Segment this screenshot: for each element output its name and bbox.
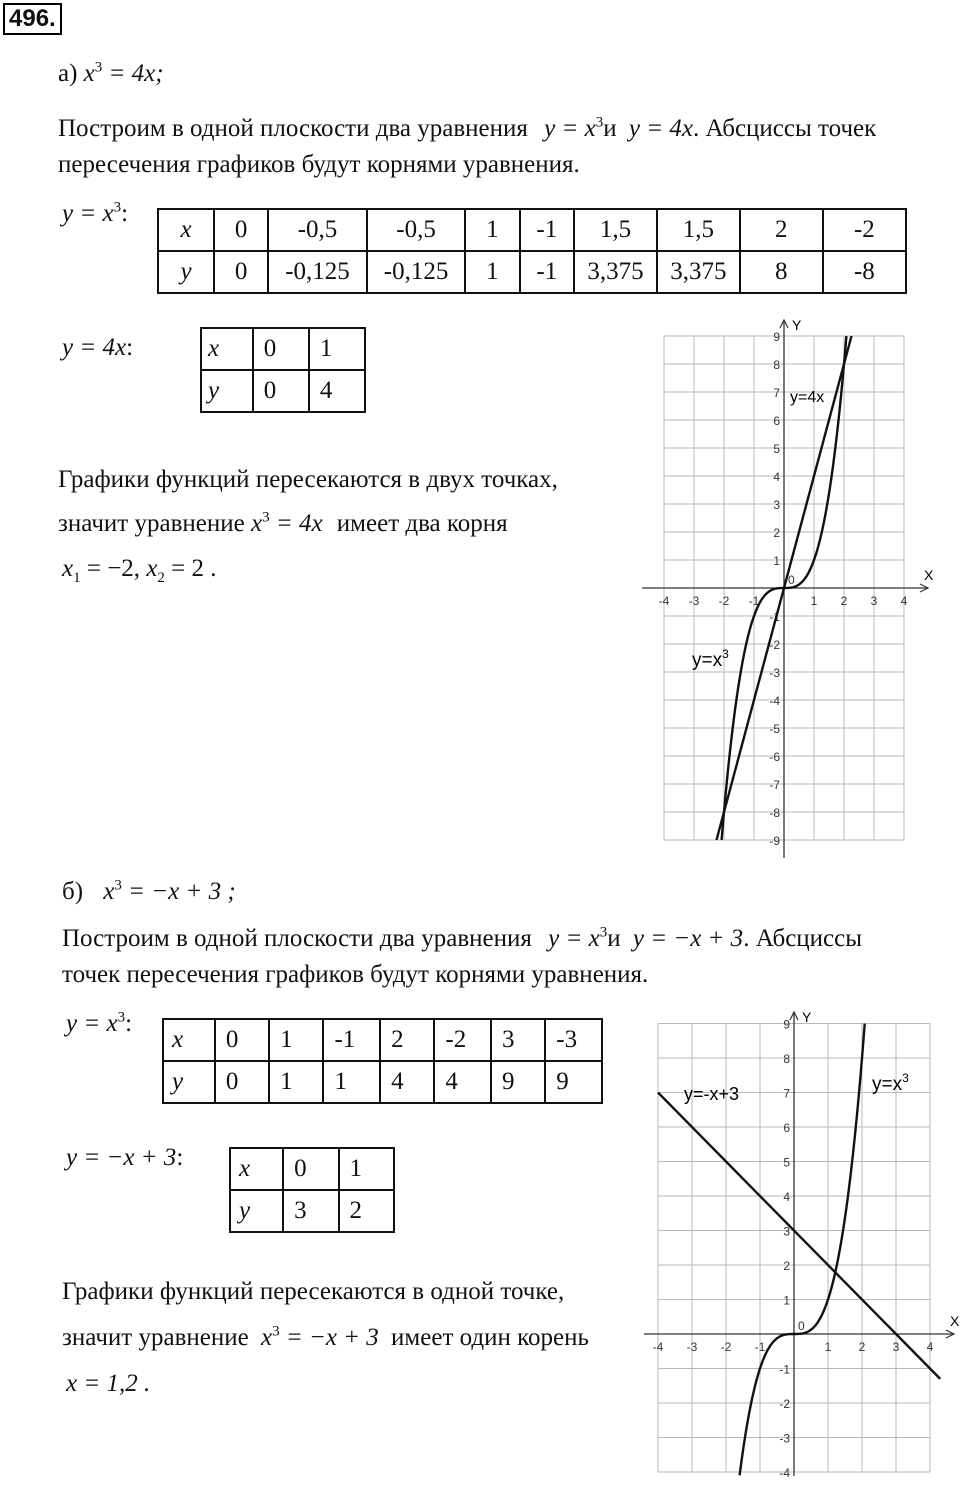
table-cell: 0: [215, 1061, 269, 1103]
table-cell: 4: [434, 1061, 491, 1103]
part-a-intro-f1: y = x: [544, 115, 596, 142]
table-cell: 2: [740, 209, 823, 251]
y-tick-label: 7: [773, 386, 780, 400]
x-tick-label: 4: [926, 1340, 934, 1354]
x-tick-label: -4: [658, 594, 670, 608]
part-b-graph: [636, 1008, 960, 1480]
table-header-y: y: [163, 1061, 215, 1103]
part-b-intro-f2: y = −x + 3: [632, 925, 744, 952]
problem-number: 496.: [3, 3, 62, 35]
table-row: [201, 370, 365, 412]
root-x1-sub: 1: [73, 570, 81, 586]
x-tick-label: -2: [718, 594, 730, 608]
part-a-intro-pre: Построим в одной плоскости два уравнения: [58, 115, 528, 142]
table-cell: -3: [545, 1019, 602, 1061]
table-cell: 9: [491, 1061, 545, 1103]
part-a-graph: [640, 316, 940, 866]
table-cell: 1: [465, 209, 519, 251]
table-cell: 1: [269, 1061, 323, 1103]
root-x2-value: = 2 .: [164, 555, 217, 582]
part-b-func1-exp: 3: [117, 1009, 126, 1026]
table-cell: 9: [545, 1061, 602, 1103]
y-tick-label: 5: [783, 1155, 790, 1170]
table-cell: 2: [339, 1190, 394, 1232]
x-tick-label: 2: [840, 594, 848, 608]
y-tick-label: -4: [779, 1466, 790, 1480]
table-cell: -1: [520, 251, 575, 293]
root-x2-sub: 2: [157, 570, 165, 586]
table-cell: 3,375: [574, 251, 657, 293]
part-b-eq-lhs: x: [103, 878, 115, 905]
part-b-intro-post: . Абсциссы: [743, 925, 863, 952]
x-tick-label: 2: [858, 1340, 866, 1354]
part-a-conclusion-eq-exp: 3: [262, 509, 270, 526]
part-b-func1-label: [66, 1008, 132, 1040]
y-axis-label: Y: [792, 317, 802, 333]
part-b-label: б): [62, 878, 84, 905]
table-cell: -1: [520, 209, 575, 251]
part-b-table2: [229, 1147, 395, 1233]
y-tick-label: 6: [773, 414, 780, 428]
y-tick-label: 2: [773, 526, 780, 540]
root-x1: x: [62, 555, 74, 582]
x-tick-label: -3: [686, 1340, 698, 1354]
root-x1-value: = −2,: [80, 555, 147, 582]
x-tick-label: -3: [688, 594, 700, 608]
y-tick-label: 4: [783, 1190, 790, 1204]
part-a-func1-text: y = x: [62, 200, 114, 227]
y-tick-label: 8: [783, 1052, 790, 1066]
table-cell: 1: [465, 251, 519, 293]
part-a-conclusion-eq-rhs: = 4x: [269, 510, 323, 537]
x-tick-label: 4: [900, 594, 908, 608]
table-cell: 1: [269, 1019, 323, 1061]
y-tick-label: -5: [769, 722, 780, 736]
part-a-conclusion-pre: значит уравнение: [58, 510, 245, 537]
part-a-heading: [58, 58, 164, 90]
y-tick-label: 9: [773, 330, 780, 344]
part-a-table1: [157, 208, 907, 294]
part-b-conclusion-eq-rhs: = −x + 3: [279, 1324, 379, 1351]
part-a-func2-label: [62, 332, 133, 364]
table-cell: 0: [283, 1148, 338, 1190]
part-b-func1-colon: :: [125, 1010, 133, 1037]
part-a-intro-and: и: [603, 115, 617, 142]
table-row: [158, 209, 906, 251]
part-b-heading: [62, 876, 236, 908]
table-cell: 3: [491, 1019, 545, 1061]
y-tick-label: -2: [779, 1397, 790, 1411]
table-header-y: y: [158, 251, 214, 293]
y-tick-label: 4: [773, 470, 780, 484]
table-cell: 1,5: [657, 209, 740, 251]
part-b-intro-f1: y = x: [548, 925, 600, 952]
part-b-table1: [162, 1018, 603, 1104]
y-tick-label: -9: [769, 834, 780, 848]
part-b-conclusion-line1: Графики функций пересекаются в одной точке,: [62, 1278, 565, 1305]
part-a-conclusion-post: имеет два корня: [336, 510, 508, 537]
x-tick-label: -1: [754, 1340, 766, 1354]
curve-linear-label: y=-x+3: [684, 1084, 740, 1104]
part-b-root: x = 1,2 .: [66, 1370, 151, 1397]
part-a-func2-colon: :: [126, 334, 134, 361]
table-cell: 3: [283, 1190, 338, 1232]
y-tick-label: 7: [783, 1086, 790, 1101]
part-a-func1-colon: :: [121, 200, 129, 227]
y-tick-label: 1: [783, 1293, 790, 1308]
part-a-roots: [62, 553, 217, 585]
part-b-intro-and: и: [607, 925, 621, 952]
y-tick-label: 6: [783, 1121, 790, 1135]
part-a-func1-label: [62, 198, 128, 230]
y-tick-label: -4: [769, 694, 780, 708]
table-cell: -0,125: [268, 251, 367, 293]
y-tick-label: -7: [769, 778, 780, 792]
part-b-func1-text: y = x: [66, 1010, 118, 1037]
table-row: [163, 1061, 602, 1103]
part-a-conclusion-line2: [58, 508, 508, 540]
part-b-conclusion-eq-exp: 3: [272, 1323, 280, 1340]
table-cell: 1: [309, 328, 365, 370]
part-b-intro-f1-exp: 3: [599, 924, 608, 941]
part-a-intro-f2: y = 4x: [628, 115, 693, 142]
table-row: [230, 1190, 394, 1232]
x-tick-label: 1: [824, 1340, 832, 1354]
part-b-intro-pre: Построим в одной плоскости два уравнения: [62, 925, 532, 952]
y-tick-label: -2: [769, 638, 780, 652]
part-b-intro-line1: [62, 923, 862, 955]
x-tick-label: -2: [720, 1340, 732, 1354]
x-tick-label: -1: [748, 594, 760, 608]
table-cell: -0,125: [367, 251, 466, 293]
linear-curve: [658, 1093, 940, 1379]
x-tick-label: -4: [652, 1340, 664, 1354]
part-b-intro-line2: точек пересечения графиков будут корнями уравнения.: [62, 961, 649, 988]
y-tick-label: 5: [773, 442, 780, 456]
y-tick-label: 9: [783, 1017, 790, 1032]
curve-cubic-label: $y=x^3$: [692, 647, 729, 671]
table-cell: 0: [214, 209, 268, 251]
table-cell: 0: [214, 251, 268, 293]
curve-linear-label: y=4x: [790, 389, 825, 406]
y-tick-label: 8: [773, 358, 780, 372]
table-header-x: x: [158, 209, 214, 251]
part-a-conclusion-eq-lhs: x: [250, 510, 263, 537]
table-cell: 0: [253, 328, 309, 370]
part-a-func1-exp: 3: [113, 199, 122, 216]
part-b-func2-colon: :: [176, 1144, 184, 1171]
part-a-table2: [200, 327, 366, 413]
table-cell: 1: [323, 1061, 380, 1103]
part-b-eq-exp: 3: [114, 877, 122, 894]
table-cell: 2: [380, 1019, 434, 1061]
table-cell: -2: [823, 209, 906, 251]
part-a-label: а): [58, 60, 78, 87]
y-tick-label: 1: [773, 554, 780, 568]
part-a-intro-post: . Абсциссы точек: [692, 115, 877, 142]
part-a-conclusion-line1: Графики функций пересекаются в двух точках,: [58, 466, 558, 493]
y-tick-label: 3: [783, 1224, 790, 1239]
table-row: [163, 1019, 602, 1061]
table-cell: -1: [323, 1019, 380, 1061]
table-cell: -2: [434, 1019, 491, 1061]
y-tick-label: -6: [769, 750, 780, 764]
origin-label: 0: [798, 1319, 805, 1333]
table-cell: 0: [253, 370, 309, 412]
part-b-conclusion-pre: значит уравнение: [62, 1324, 249, 1351]
origin-label: 0: [788, 573, 795, 587]
table-cell: 8: [740, 251, 823, 293]
x-tick-label: 3: [892, 1340, 900, 1354]
table-header-y: y: [201, 370, 253, 412]
curve-cubic-label: $y=x^3$: [872, 1071, 909, 1095]
part-b-func2-label: [66, 1142, 183, 1174]
part-b-func2-text: y = −x + 3: [66, 1144, 177, 1171]
x-axis-label: X: [924, 567, 934, 583]
y-tick-label: -1: [769, 610, 780, 624]
y-tick-label: -8: [769, 806, 780, 820]
table-cell: 0: [215, 1019, 269, 1061]
x-axis-label: X: [950, 1313, 960, 1329]
part-a-intro-f1-exp: 3: [595, 114, 604, 131]
table-header-x: x: [230, 1148, 283, 1190]
y-tick-label: 3: [773, 498, 780, 512]
x-tick-label: 1: [810, 594, 818, 608]
part-a-eq-exp: 3: [94, 59, 103, 76]
part-b-conclusion-post: имеет один корень: [391, 1324, 589, 1351]
part-a-eq-rhs: = 4x;: [102, 60, 164, 87]
y-tick-label: -3: [779, 1431, 790, 1446]
table-cell: 4: [380, 1061, 434, 1103]
table-header-x: x: [163, 1019, 215, 1061]
cubic-curve: [740, 1024, 865, 1476]
y-tick-label: 2: [783, 1259, 790, 1273]
part-b-conclusion-line2: [62, 1322, 589, 1354]
table-row: [201, 328, 365, 370]
table-cell: -0,5: [367, 209, 466, 251]
table-row: [158, 251, 906, 293]
y-axis-label: Y: [802, 1009, 812, 1025]
table-cell: 1,5: [574, 209, 657, 251]
x-tick-label: 3: [870, 594, 878, 608]
part-a-func2-text: y = 4x: [62, 334, 127, 361]
table-cell: -0,5: [268, 209, 367, 251]
y-tick-label: -3: [769, 666, 780, 680]
table-cell: 3,375: [657, 251, 740, 293]
part-a-intro-line1: [58, 113, 876, 145]
part-a-eq-lhs: x: [83, 60, 95, 87]
root-x2: x: [146, 555, 158, 582]
table-cell: 4: [309, 370, 365, 412]
table-cell: 1: [339, 1148, 394, 1190]
table-row: [230, 1148, 394, 1190]
table-cell: -8: [823, 251, 906, 293]
part-b-eq-rhs: = −x + 3 ;: [121, 878, 236, 905]
part-b-conclusion-eq-lhs: x: [260, 1324, 273, 1351]
table-header-y: y: [230, 1190, 283, 1232]
y-tick-label: -1: [779, 1362, 790, 1377]
table-header-x: x: [201, 328, 253, 370]
part-a-intro-line2: пересечения графиков будут корнями уравнения.: [58, 151, 580, 178]
